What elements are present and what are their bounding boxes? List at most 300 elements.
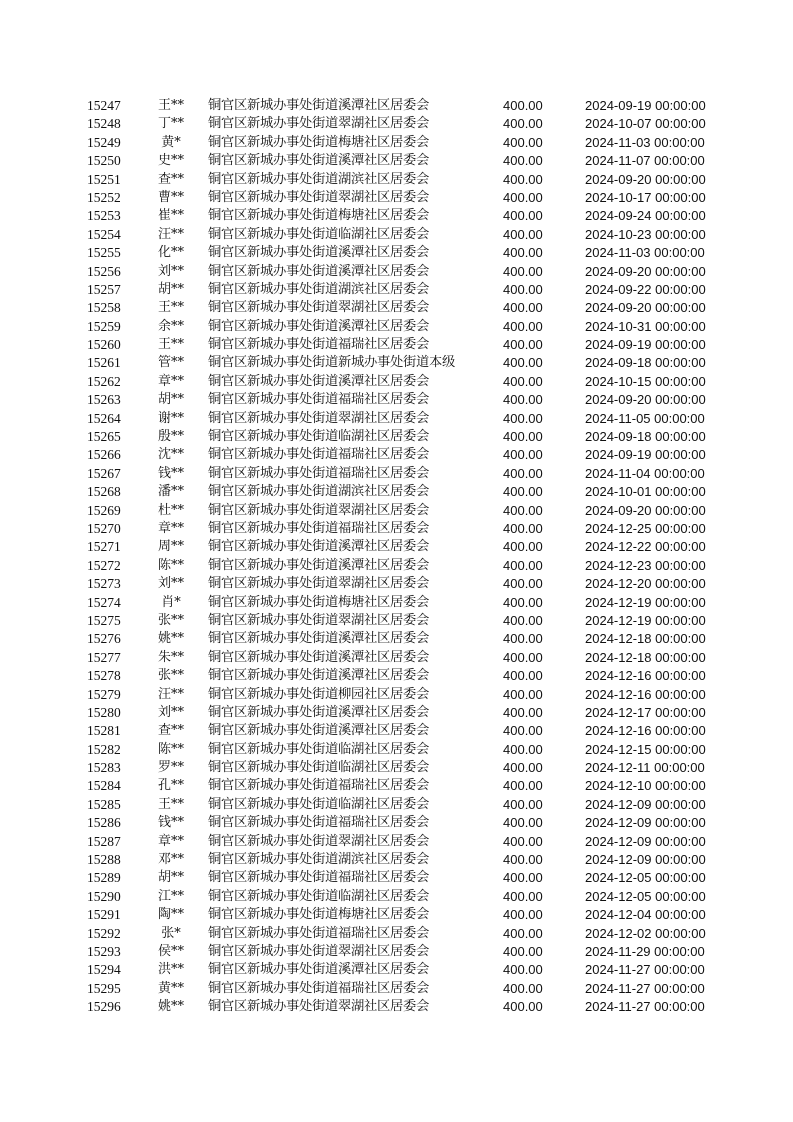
organization: 铜官区新城办事处街道翠湖社区居委会 — [208, 410, 429, 426]
person-name: 谢** — [157, 410, 184, 426]
date: 2024-11-05 00:00:00 — [585, 410, 705, 426]
amount: 400.00 — [503, 520, 543, 536]
table-row — [0, 281, 793, 299]
record-id: 15255 — [87, 245, 121, 261]
amount: 400.00 — [503, 557, 543, 573]
person-name: 章** — [157, 833, 184, 849]
person-name: 陈** — [157, 741, 184, 757]
date: 2024-11-27 00:00:00 — [585, 999, 705, 1015]
amount: 400.00 — [503, 318, 543, 334]
organization: 铜官区新城办事处街道翠湖社区居委会 — [208, 999, 429, 1015]
table-row — [0, 630, 793, 648]
person-name: 查** — [157, 723, 184, 739]
organization: 铜官区新城办事处街道湖滨社区居委会 — [208, 484, 429, 500]
amount: 400.00 — [503, 833, 543, 849]
table-row — [0, 998, 793, 1016]
date: 2024-12-19 00:00:00 — [585, 594, 706, 610]
organization: 铜官区新城办事处街道溪潭社区居委会 — [208, 153, 429, 169]
record-id: 15276 — [87, 631, 121, 647]
date: 2024-09-20 00:00:00 — [585, 171, 706, 187]
date: 2024-12-15 00:00:00 — [585, 741, 706, 757]
record-id: 15288 — [87, 852, 121, 868]
person-name: 沈** — [157, 447, 184, 463]
record-id: 15277 — [87, 649, 121, 665]
amount: 400.00 — [503, 245, 543, 261]
record-id: 15296 — [87, 999, 121, 1015]
record-id: 15251 — [87, 171, 121, 187]
date: 2024-09-18 00:00:00 — [585, 429, 706, 445]
table-row — [0, 961, 793, 979]
organization: 铜官区新城办事处街道柳园社区居委会 — [208, 686, 429, 702]
organization: 铜官区新城办事处街道湖滨社区居委会 — [208, 852, 429, 868]
amount: 400.00 — [503, 778, 543, 794]
organization: 铜官区新城办事处街道翠湖社区居委会 — [208, 189, 429, 205]
amount: 400.00 — [503, 760, 543, 776]
table-row — [0, 391, 793, 409]
person-name: 周** — [157, 539, 184, 555]
amount: 400.00 — [503, 300, 543, 316]
table-row — [0, 777, 793, 795]
person-name: 江** — [157, 888, 184, 904]
record-id: 15294 — [87, 962, 121, 978]
organization: 铜官区新城办事处街道翠湖社区居委会 — [208, 502, 429, 518]
record-id: 15265 — [87, 429, 121, 445]
date: 2024-12-25 00:00:00 — [585, 520, 706, 536]
amount: 400.00 — [503, 631, 543, 647]
organization: 铜官区新城办事处街道临湖社区居委会 — [208, 226, 429, 242]
organization: 铜官区新城办事处街道溪潭社区居委会 — [208, 373, 429, 389]
amount: 400.00 — [503, 465, 543, 481]
table-row — [0, 152, 793, 170]
records-table — [0, 97, 793, 1017]
record-id: 15249 — [87, 134, 121, 150]
amount: 400.00 — [503, 925, 543, 941]
organization: 铜官区新城办事处街道梅塘社区居委会 — [208, 594, 429, 610]
record-id: 15248 — [87, 116, 121, 132]
person-name: 汪** — [157, 686, 184, 702]
date: 2024-12-09 00:00:00 — [585, 833, 706, 849]
record-id: 15266 — [87, 447, 121, 463]
amount: 400.00 — [503, 281, 543, 297]
date: 2024-12-16 00:00:00 — [585, 723, 706, 739]
person-name: 胡** — [157, 870, 184, 886]
amount: 400.00 — [503, 392, 543, 408]
record-id: 15260 — [87, 337, 121, 353]
record-id: 15287 — [87, 833, 121, 849]
person-name: 姚** — [157, 999, 184, 1015]
person-name: 洪** — [157, 962, 184, 978]
record-id: 15259 — [87, 318, 121, 334]
table-row — [0, 704, 793, 722]
amount: 400.00 — [503, 263, 543, 279]
organization: 铜官区新城办事处街道溪潭社区居委会 — [208, 649, 429, 665]
record-id: 15282 — [87, 741, 121, 757]
record-id: 15292 — [87, 925, 121, 941]
table-row — [0, 520, 793, 538]
date: 2024-09-19 00:00:00 — [585, 98, 706, 113]
person-name: 刘** — [157, 704, 184, 720]
table-row — [0, 612, 793, 630]
amount: 400.00 — [503, 226, 543, 242]
table-row — [0, 410, 793, 428]
table-row — [0, 373, 793, 391]
person-name: 王** — [157, 796, 184, 812]
date: 2024-09-20 00:00:00 — [585, 392, 706, 408]
amount: 400.00 — [503, 116, 543, 132]
person-name: 陈** — [157, 557, 184, 573]
organization: 铜官区新城办事处街道溪潭社区居委会 — [208, 704, 429, 720]
table-row — [0, 906, 793, 924]
organization: 铜官区新城办事处街道梅塘社区居委会 — [208, 208, 429, 224]
date: 2024-10-01 00:00:00 — [585, 484, 706, 500]
date: 2024-10-17 00:00:00 — [585, 189, 706, 205]
organization: 铜官区新城办事处街道溪潭社区居委会 — [208, 668, 429, 684]
organization: 铜官区新城办事处街道福瑞社区居委会 — [208, 447, 429, 463]
amount: 400.00 — [503, 723, 543, 739]
date: 2024-11-07 00:00:00 — [585, 153, 705, 169]
record-id: 15256 — [87, 263, 121, 279]
person-name: 潘** — [157, 484, 184, 500]
amount: 400.00 — [503, 98, 543, 113]
amount: 400.00 — [503, 153, 543, 169]
table-row — [0, 594, 793, 612]
date: 2024-12-23 00:00:00 — [585, 557, 706, 573]
organization: 铜官区新城办事处街道溪潭社区居委会 — [208, 557, 429, 573]
record-id: 15253 — [87, 208, 121, 224]
organization: 铜官区新城办事处街道福瑞社区居委会 — [208, 465, 429, 481]
person-name: 黄* — [161, 134, 181, 150]
table-row — [0, 796, 793, 814]
amount: 400.00 — [503, 373, 543, 389]
date: 2024-09-22 00:00:00 — [585, 281, 706, 297]
organization: 铜官区新城办事处街道湖滨社区居委会 — [208, 171, 429, 187]
date: 2024-09-19 00:00:00 — [585, 447, 706, 463]
amount: 400.00 — [503, 410, 543, 426]
amount: 400.00 — [503, 484, 543, 500]
record-id: 15250 — [87, 153, 121, 169]
amount: 400.00 — [503, 852, 543, 868]
table-row — [0, 115, 793, 133]
amount: 400.00 — [503, 134, 543, 150]
person-name: 胡** — [157, 281, 184, 297]
organization: 铜官区新城办事处街道溪潭社区居委会 — [208, 245, 429, 261]
person-name: 殷** — [157, 429, 184, 445]
person-name: 史** — [157, 153, 184, 169]
table-row — [0, 299, 793, 317]
organization: 铜官区新城办事处街道临湖社区居委会 — [208, 796, 429, 812]
record-id: 15267 — [87, 465, 121, 481]
amount: 400.00 — [503, 502, 543, 518]
record-id: 15285 — [87, 796, 121, 812]
date: 2024-09-20 00:00:00 — [585, 300, 706, 316]
amount: 400.00 — [503, 870, 543, 886]
organization: 铜官区新城办事处街道临湖社区居委会 — [208, 429, 429, 445]
person-name: 张** — [157, 668, 184, 684]
amount: 400.00 — [503, 907, 543, 923]
date: 2024-09-24 00:00:00 — [585, 208, 706, 224]
person-name: 胡** — [157, 392, 184, 408]
amount: 400.00 — [503, 815, 543, 831]
date: 2024-12-05 00:00:00 — [585, 870, 706, 886]
person-name: 孔** — [157, 778, 184, 794]
organization: 铜官区新城办事处街道福瑞社区居委会 — [208, 337, 429, 353]
organization: 铜官区新城办事处街道福瑞社区居委会 — [208, 815, 429, 831]
table-row — [0, 833, 793, 851]
organization: 铜官区新城办事处街道翠湖社区居委会 — [208, 612, 429, 628]
organization: 铜官区新城办事处街道福瑞社区居委会 — [208, 778, 429, 794]
amount: 400.00 — [503, 649, 543, 665]
amount: 400.00 — [503, 429, 543, 445]
person-name: 钱** — [157, 465, 184, 481]
table-row — [0, 667, 793, 685]
record-id: 15280 — [87, 704, 121, 720]
amount: 400.00 — [503, 171, 543, 187]
record-id: 15286 — [87, 815, 121, 831]
organization: 铜官区新城办事处街道翠湖社区居委会 — [208, 116, 429, 132]
table-row — [0, 226, 793, 244]
date: 2024-10-23 00:00:00 — [585, 226, 706, 242]
table-row — [0, 686, 793, 704]
date: 2024-12-02 00:00:00 — [585, 925, 706, 941]
record-id: 15274 — [87, 594, 121, 610]
date: 2024-11-29 00:00:00 — [585, 943, 705, 959]
person-name: 张* — [161, 925, 181, 941]
table-row — [0, 538, 793, 556]
amount: 400.00 — [503, 576, 543, 592]
table-row — [0, 244, 793, 262]
date: 2024-11-27 00:00:00 — [585, 962, 705, 978]
date: 2024-10-15 00:00:00 — [585, 373, 706, 389]
organization: 铜官区新城办事处街道福瑞社区居委会 — [208, 520, 429, 536]
person-name: 黄** — [157, 980, 184, 996]
record-id: 15272 — [87, 557, 121, 573]
amount: 400.00 — [503, 337, 543, 353]
person-name: 肖* — [161, 594, 181, 610]
organization: 铜官区新城办事处街道溪潭社区居委会 — [208, 723, 429, 739]
person-name: 管** — [157, 355, 184, 371]
record-id: 15289 — [87, 870, 121, 886]
person-name: 章** — [157, 373, 184, 389]
table-row — [0, 354, 793, 372]
date: 2024-11-03 00:00:00 — [585, 134, 705, 150]
record-id: 15257 — [87, 281, 121, 297]
amount: 400.00 — [503, 943, 543, 959]
amount: 400.00 — [503, 189, 543, 205]
person-name: 查** — [157, 171, 184, 187]
date: 2024-12-05 00:00:00 — [585, 888, 706, 904]
record-id: 15278 — [87, 668, 121, 684]
date: 2024-12-09 00:00:00 — [585, 852, 706, 868]
organization: 铜官区新城办事处街道翠湖社区居委会 — [208, 576, 429, 592]
table-row — [0, 465, 793, 483]
record-id: 15261 — [87, 355, 121, 371]
person-name: 朱** — [157, 649, 184, 665]
organization: 铜官区新城办事处街道溪潭社区居委会 — [208, 962, 429, 978]
table-row — [0, 134, 793, 152]
date: 2024-11-04 00:00:00 — [585, 465, 705, 481]
amount: 400.00 — [503, 668, 543, 684]
amount: 400.00 — [503, 447, 543, 463]
person-name: 邓** — [157, 852, 184, 868]
record-id: 15295 — [87, 980, 121, 996]
person-name: 姚** — [157, 631, 184, 647]
record-id: 15271 — [87, 539, 121, 555]
record-id: 15273 — [87, 576, 121, 592]
record-id: 15283 — [87, 760, 121, 776]
table-row — [0, 869, 793, 887]
date: 2024-09-18 00:00:00 — [585, 355, 706, 371]
date: 2024-11-27 00:00:00 — [585, 980, 705, 996]
table-row — [0, 263, 793, 281]
table-row — [0, 722, 793, 740]
organization: 铜官区新城办事处街道溪潭社区居委会 — [208, 98, 429, 113]
organization: 铜官区新城办事处街道福瑞社区居委会 — [208, 980, 429, 996]
date: 2024-12-09 00:00:00 — [585, 815, 706, 831]
organization: 铜官区新城办事处街道福瑞社区居委会 — [208, 925, 429, 941]
person-name: 丁** — [157, 116, 184, 132]
organization: 铜官区新城办事处街道福瑞社区居委会 — [208, 870, 429, 886]
person-name: 汪** — [157, 226, 184, 242]
record-id: 15262 — [87, 373, 121, 389]
organization: 铜官区新城办事处街道临湖社区居委会 — [208, 760, 429, 776]
table-row — [0, 575, 793, 593]
amount: 400.00 — [503, 612, 543, 628]
record-id: 15264 — [87, 410, 121, 426]
person-name: 王** — [157, 300, 184, 316]
date: 2024-11-03 00:00:00 — [585, 245, 705, 261]
table-row — [0, 483, 793, 501]
organization: 铜官区新城办事处街道溪潭社区居委会 — [208, 318, 429, 334]
person-name: 曹** — [157, 189, 184, 205]
table-row — [0, 207, 793, 225]
person-name: 刘** — [157, 263, 184, 279]
amount: 400.00 — [503, 796, 543, 812]
organization: 铜官区新城办事处街道翠湖社区居委会 — [208, 833, 429, 849]
organization: 铜官区新城办事处街道湖滨社区居委会 — [208, 281, 429, 297]
date: 2024-12-20 00:00:00 — [585, 576, 706, 592]
date: 2024-12-18 00:00:00 — [585, 649, 706, 665]
record-id: 15269 — [87, 502, 121, 518]
organization: 铜官区新城办事处街道溪潭社区居委会 — [208, 263, 429, 279]
organization: 铜官区新城办事处街道溪潭社区居委会 — [208, 631, 429, 647]
table-row — [0, 171, 793, 189]
table-row — [0, 814, 793, 832]
record-id: 15293 — [87, 943, 121, 959]
table-row — [0, 97, 793, 115]
amount: 400.00 — [503, 704, 543, 720]
person-name: 化** — [157, 245, 184, 261]
date: 2024-10-31 00:00:00 — [585, 318, 706, 334]
organization: 铜官区新城办事处街道新城办事处街道本级 — [208, 355, 455, 371]
date: 2024-12-17 00:00:00 — [585, 704, 706, 720]
amount: 400.00 — [503, 741, 543, 757]
table-row — [0, 446, 793, 464]
date: 2024-09-20 00:00:00 — [585, 263, 706, 279]
organization: 铜官区新城办事处街道梅塘社区居委会 — [208, 134, 429, 150]
organization: 铜官区新城办事处街道溪潭社区居委会 — [208, 539, 429, 555]
organization: 铜官区新城办事处街道临湖社区居委会 — [208, 741, 429, 757]
amount: 400.00 — [503, 888, 543, 904]
record-id: 15270 — [87, 520, 121, 536]
date: 2024-09-19 00:00:00 — [585, 337, 706, 353]
organization: 铜官区新城办事处街道梅塘社区居委会 — [208, 907, 429, 923]
table-row — [0, 557, 793, 575]
record-id: 15279 — [87, 686, 121, 702]
record-id: 15291 — [87, 907, 121, 923]
person-name: 余** — [157, 318, 184, 334]
organization: 铜官区新城办事处街道临湖社区居委会 — [208, 888, 429, 904]
table-row — [0, 759, 793, 777]
person-name: 陶** — [157, 907, 184, 923]
person-name: 张** — [157, 612, 184, 628]
date: 2024-12-10 00:00:00 — [585, 778, 706, 794]
date: 2024-10-07 00:00:00 — [585, 116, 706, 132]
table-row — [0, 851, 793, 869]
date: 2024-12-18 00:00:00 — [585, 631, 706, 647]
record-id: 15281 — [87, 723, 121, 739]
table-row — [0, 502, 793, 520]
amount: 400.00 — [503, 999, 543, 1015]
person-name: 王** — [157, 98, 184, 113]
table-row — [0, 888, 793, 906]
table-row — [0, 980, 793, 998]
table-row — [0, 318, 793, 336]
amount: 400.00 — [503, 686, 543, 702]
table-row — [0, 741, 793, 759]
record-id: 15263 — [87, 392, 121, 408]
record-id: 15275 — [87, 612, 121, 628]
date: 2024-12-19 00:00:00 — [585, 612, 706, 628]
date: 2024-12-09 00:00:00 — [585, 796, 706, 812]
record-id: 15290 — [87, 888, 121, 904]
organization: 铜官区新城办事处街道翠湖社区居委会 — [208, 943, 429, 959]
date: 2024-12-22 00:00:00 — [585, 539, 706, 555]
table-row — [0, 925, 793, 943]
amount: 400.00 — [503, 208, 543, 224]
date: 2024-12-16 00:00:00 — [585, 668, 706, 684]
amount: 400.00 — [503, 980, 543, 996]
person-name: 王** — [157, 337, 184, 353]
date: 2024-12-11 00:00:00 — [585, 760, 705, 776]
record-id: 15247 — [87, 98, 121, 113]
record-id: 15258 — [87, 300, 121, 316]
table-row — [0, 428, 793, 446]
table-row — [0, 336, 793, 354]
person-name: 罗** — [157, 760, 184, 776]
person-name: 杜** — [157, 502, 184, 518]
date: 2024-12-04 00:00:00 — [585, 907, 706, 923]
person-name: 章** — [157, 520, 184, 536]
person-name: 刘** — [157, 576, 184, 592]
record-id: 15252 — [87, 189, 121, 205]
organization: 铜官区新城办事处街道翠湖社区居委会 — [208, 300, 429, 316]
record-id: 15268 — [87, 484, 121, 500]
person-name: 侯** — [157, 943, 184, 959]
record-id: 15284 — [87, 778, 121, 794]
amount: 400.00 — [503, 539, 543, 555]
date: 2024-09-20 00:00:00 — [585, 502, 706, 518]
amount: 400.00 — [503, 962, 543, 978]
amount: 400.00 — [503, 594, 543, 610]
organization: 铜官区新城办事处街道福瑞社区居委会 — [208, 392, 429, 408]
person-name: 崔** — [157, 208, 184, 224]
record-id: 15254 — [87, 226, 121, 242]
person-name: 钱** — [157, 815, 184, 831]
table-row — [0, 649, 793, 667]
amount: 400.00 — [503, 355, 543, 371]
table-row — [0, 943, 793, 961]
date: 2024-12-16 00:00:00 — [585, 686, 706, 702]
